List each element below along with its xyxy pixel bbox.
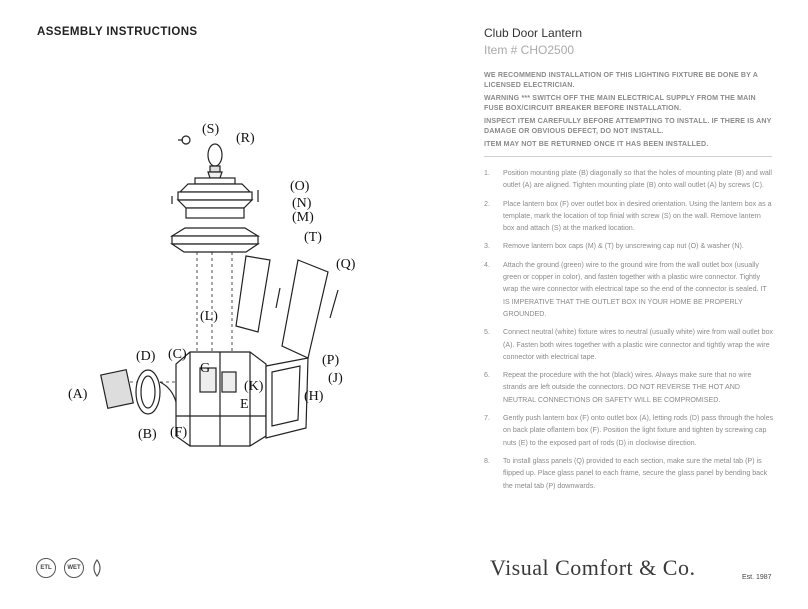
label-o: (O) bbox=[290, 179, 310, 194]
label-m: (M) bbox=[292, 210, 314, 225]
list-item bbox=[484, 326, 774, 363]
label-c: (C) bbox=[168, 347, 187, 362]
label-s: (S) bbox=[202, 122, 220, 137]
item-number: Item # CHO2500 bbox=[484, 43, 575, 57]
warning-text: ITEM MAY NOT BE RETURNED ONCE IT HAS BEEN INSTALLED. bbox=[484, 140, 709, 148]
instructions-column bbox=[484, 26, 774, 498]
label-d: (D) bbox=[136, 349, 156, 364]
list-item bbox=[484, 198, 774, 235]
step-number: 7. bbox=[484, 414, 490, 423]
step-number: 4. bbox=[484, 260, 490, 269]
divider bbox=[484, 156, 772, 157]
label-k: (K) bbox=[244, 379, 264, 394]
label-e: E bbox=[240, 397, 249, 412]
brand-name: Visual Comfort & Co. bbox=[490, 555, 696, 580]
list-item bbox=[484, 240, 774, 252]
step-text: Place lantern box (F) over outlet box in desired orientation. Using the lantern box as a template, mark the location of top finial with screw (S) on the wall. Remove lantern box and attach (S) at the marked location. bbox=[503, 199, 772, 233]
top-cap bbox=[172, 178, 258, 218]
label-j: (J) bbox=[328, 371, 343, 386]
brand-logo bbox=[490, 555, 695, 581]
step-number: 8. bbox=[484, 456, 490, 465]
label-h: (H) bbox=[304, 389, 324, 404]
wet-rated-icon: WET bbox=[64, 558, 84, 578]
lantern-body bbox=[176, 352, 266, 446]
list-item bbox=[484, 369, 774, 406]
finial-ring bbox=[208, 144, 222, 178]
label-t: (T) bbox=[304, 230, 322, 245]
step-number: 2. bbox=[484, 199, 490, 208]
list-item bbox=[484, 412, 774, 449]
product-title: Club Door Lantern bbox=[484, 26, 583, 40]
step-text: Attach the ground (green) wire to the ground wire from the wall outlet box (usually green or copper in color), and fasten together with a plastic wire connector. Tightly wrap the wire connector with electrical tape so the end of the connector is sealed. IT IS IMPERATIVE THAT THE OUTLET BOX IN YOUR HOME BE PROPERLY GROUNDED. bbox=[503, 260, 767, 318]
label-l: (L) bbox=[200, 309, 218, 324]
step-text: Position mounting plate (B) diagonally so that the holes of mounting plate (B) and wall outlet (A) are aligned. Tighten mounting plate (B) onto wall outlet (A) by screws (C). bbox=[503, 169, 772, 190]
label-n: (N) bbox=[292, 196, 312, 211]
certification-icons bbox=[36, 556, 102, 580]
step-number: 3. bbox=[484, 242, 490, 251]
warnings bbox=[484, 70, 774, 149]
steps-list bbox=[484, 167, 774, 492]
top-plate bbox=[172, 228, 258, 252]
label-r: (R) bbox=[236, 131, 255, 146]
step-text: Repeat the procedure with the hot (black) wires. Always make sure that no wire strands are left outside the connectors. DO NOT REVERSE THE HOT AND NEUTRAL CONNECTIONS OR SAFETY WILL BE COMPROMISED. bbox=[503, 371, 752, 404]
label-q: (Q) bbox=[336, 257, 356, 272]
step-text: Remove lantern box caps (M) & (T) by unscrewing cap nut (O) & washer (N). bbox=[503, 242, 744, 251]
step-number: 6. bbox=[484, 371, 490, 380]
screw-s bbox=[178, 136, 190, 144]
glass-panels bbox=[236, 256, 338, 358]
list-item bbox=[484, 455, 774, 492]
step-number: 1. bbox=[484, 169, 490, 177]
label-b: (B) bbox=[138, 427, 157, 442]
wall-mount bbox=[101, 370, 176, 414]
page-heading: ASSEMBLY INSTRUCTIONS bbox=[37, 26, 198, 38]
assembly-diagram bbox=[60, 120, 380, 460]
label-p: (P) bbox=[322, 353, 340, 368]
list-item bbox=[484, 259, 774, 320]
list-item bbox=[484, 167, 774, 192]
label-g: G bbox=[200, 361, 211, 376]
flame-icon bbox=[92, 559, 102, 577]
warning-text: WE RECOMMEND INSTALLATION OF THIS LIGHTING FIXTURE BE DONE BY A LICENSED ELECTRICIAN. bbox=[484, 71, 758, 89]
warning-text: INSPECT ITEM CAREFULLY BEFORE ATTEMPTING TO INSTALL. IF THERE IS ANY DAMAGE OR OBVIOUS DEFECT, DO NOT INSTALL. bbox=[484, 117, 772, 135]
step-text: To install glass panels (Q) provided to each section, make sure the metal tab (P) is flipped up. Place glass panel to each frame, secure the glass panel by bending back the metal tab (P) downwards. bbox=[503, 456, 768, 490]
label-f: (F) bbox=[170, 425, 188, 440]
brand-established: Est. 1987 bbox=[742, 574, 772, 581]
lantern-door bbox=[266, 358, 308, 438]
warning-text: WARNING *** SWITCH OFF THE MAIN ELECTRICAL SUPPLY FROM THE MAIN FUSE BOX/CIRCUIT BREAKER BEFORE INSTALLATION. bbox=[484, 94, 756, 112]
step-number: 5. bbox=[484, 328, 490, 337]
label-a: (A) bbox=[68, 387, 88, 402]
step-text: Gently push lantern box (F) onto outlet box (A), letting rods (D) pass through the holes on back plate oflantern box (F). Position the light fixture and tighten by screwing cap nuts (E) to the exposed part of rods (D) in clockwise direction. bbox=[503, 414, 774, 447]
step-text: Connect neutral (white) fixture wires to neutral (usually white) wire from wall outlet box (A). Fasten both wires together with a plastic wire connector and tightly wrap the wire connector with electrical tape. bbox=[503, 328, 774, 361]
etl-listed-icon: ETL bbox=[36, 558, 56, 578]
